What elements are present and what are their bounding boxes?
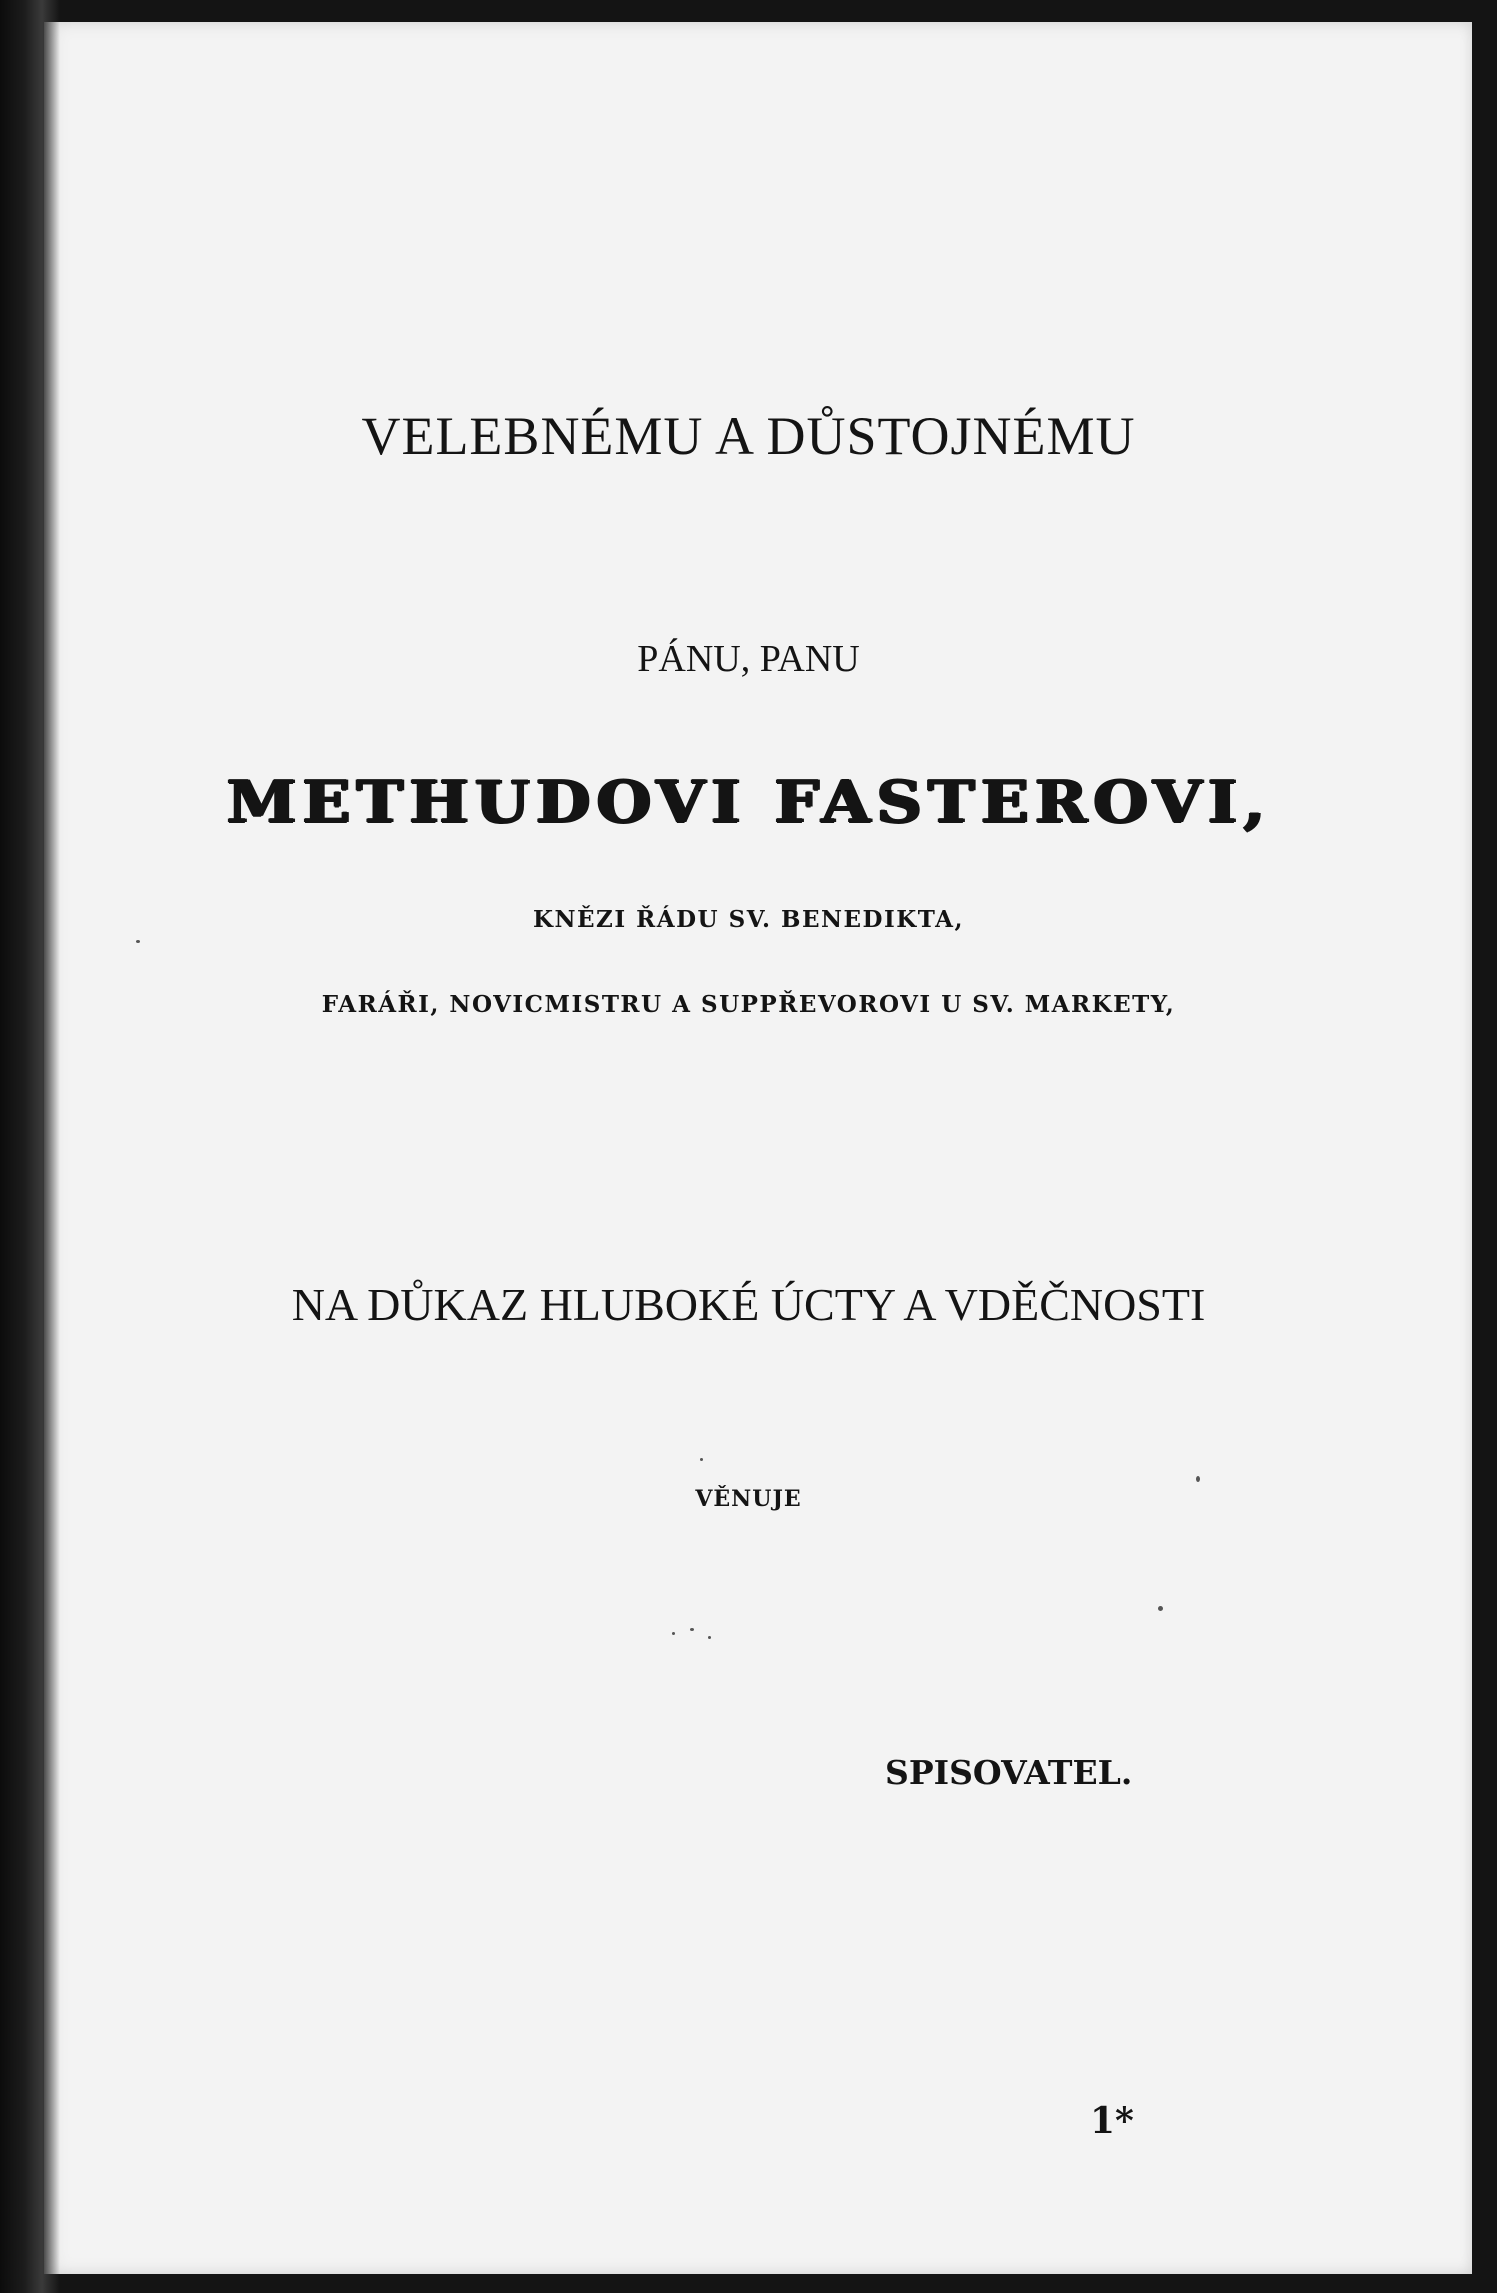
honorific-line: PÁNU, PANU [637,638,860,680]
dedication-heading: VELEBNÉMU A DŮSTOJNÉMU [361,406,1136,466]
author-signature: SPISOVATEL. [885,1753,1133,1792]
book-binding-edge [0,0,60,2293]
dedicatee-role-parish: FARÁŘI, NOVICMISTRU A SUPPŘEVOROVI U SV. MARKETY, [321,991,1176,1018]
print-speck [690,1628,694,1631]
print-speck [1158,1606,1163,1611]
print-speck [708,1636,711,1639]
book-page [44,22,1472,2274]
print-speck [700,1458,703,1461]
dedicatee-role-order: KNĚZI ŘÁDU SV. BENEDIKTA, [533,906,964,933]
print-speck [1196,1476,1200,1482]
dedicatee-name: METHUDOVI FASTEROVI, [226,767,1271,837]
dedicates-word: VĚNUJE [695,1486,802,1512]
print-speck [136,940,140,943]
signature-mark: 1* [1090,2100,1134,2142]
tribute-line: NA DŮKAZ HLUBOKÉ ÚCTY A VDĚČNOSTI [291,1279,1206,1330]
print-speck [672,1632,675,1635]
